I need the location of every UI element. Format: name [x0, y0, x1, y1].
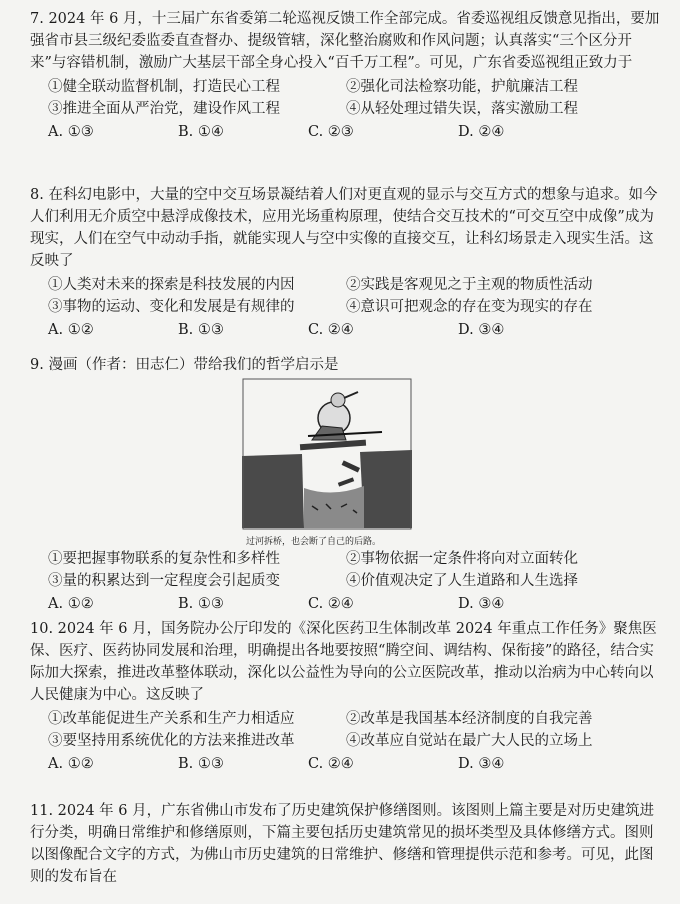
comic-illustration: [242, 378, 412, 540]
option-1: ①改革能促进生产关系和生产力相适应: [48, 711, 295, 727]
answer-c: C. ②③: [308, 124, 354, 140]
question-9-body: [30, 546, 660, 615]
question-7-stem: 7. 2024 年 6 月，十三届广东省委第二轮巡视反馈工作全部完成。省委巡视组反馈意见指出，要加强省市县三级纪委监委直查督办、提级管辖，深化整治腐败和作风问题；认真落实“三个区分开来”与容错机制，激励广大基层干部全身心投入“百千万工程”。可见，广东省委巡视组正致力于: [30, 11, 660, 71]
question-8: [30, 184, 660, 341]
option-3: ③事物的运动、变化和发展是有规律的: [48, 299, 295, 315]
question-10: [30, 618, 660, 775]
question-10-options: [30, 708, 660, 752]
question-9-options: [30, 548, 660, 592]
question-11-stem: 11. 2024 年 6 月，广东省佛山市发布了历史建筑保护修缮图则。该图则上篇主要是对历史建筑进行分类，明确日常维护和修缮原则，下篇主要包括历史建筑常见的损坏类型及具体修缮方式。图则以图像配合文字的方式，为佛山市历史建筑的日常维护、修缮和管理提供示范和参考。可见，此图则的发布旨在: [30, 803, 655, 885]
option-2: ②改革是我国基本经济制度的自我完善: [346, 711, 593, 727]
question-9-answers: [30, 593, 660, 615]
question-9: [30, 354, 660, 376]
option-3: ③推进全面从严治党，建设作风工程: [48, 101, 280, 117]
answer-a: A. ①②: [48, 756, 94, 772]
answer-b: B. ①③: [178, 596, 224, 612]
answer-a: A. ①②: [48, 322, 94, 338]
question-8-options: [30, 274, 660, 318]
question-7-answers: [30, 121, 660, 143]
option-4: ④从轻处理过错失误，落实激励工程: [346, 101, 578, 117]
answer-d: D. ②④: [458, 124, 505, 140]
answer-b: B. ①③: [178, 322, 224, 338]
option-1: ①要把握事物联系的复杂性和多样性: [48, 551, 280, 567]
question-8-stem: 8. 在科幻电影中，大量的空中交互场景凝结着人们对更直观的显示与交互方式的想象与追求。如今人们利用无介质空中悬浮成像技术，应用光场重构原理，使结合交互技术的“可交互空中成像”成为现实，人们在空气中动动手指，就能实现人与空中实像的直接交互，让科幻场景走入现实生活。这反映了: [30, 187, 658, 269]
answer-a: A. ①②: [48, 596, 94, 612]
option-3: ③量的积累达到一定程度会引起质变: [48, 573, 280, 589]
answer-c: C. ②④: [308, 756, 354, 772]
answer-c: C. ②④: [308, 322, 354, 338]
answer-b: B. ①③: [178, 756, 224, 772]
question-10-answers: [30, 753, 660, 775]
option-4: ④意识可把观念的存在变为现实的存在: [346, 299, 593, 315]
answer-d: D. ③④: [458, 756, 505, 772]
option-1: ①健全联动监督机制，打造民心工程: [48, 79, 280, 95]
question-10-stem: 10. 2024 年 6 月，国务院办公厅印发的《深化医药卫生体制改革 2024 年重点工作任务》聚焦医保、医疗、医药协同发展和治理，明确提出各地要按照“腾空间、调结构、保衔接”的路径，结合实际加大探索，推进改革整体联动，深化以公益性为导向的公立医院改革，推动以治病为中心转向以人民健康为中心。这反映了: [30, 621, 657, 703]
option-4: ④价值观决定了人生道路和人生选择: [346, 573, 578, 589]
question-9-stem: 9. 漫画（作者：田志仁）带给我们的哲学启示是: [30, 357, 339, 373]
question-11: [30, 800, 660, 888]
option-4: ④改革应自觉站在最广大人民的立场上: [346, 733, 593, 749]
question-7-options: [30, 76, 660, 120]
option-2: ②实践是客观见之于主观的物质性活动: [346, 277, 593, 293]
question-7: [30, 8, 660, 143]
option-3: ③要坚持用系统优化的方法来推进改革: [48, 733, 295, 749]
answer-d: D. ③④: [458, 322, 505, 338]
question-8-answers: [30, 319, 660, 341]
option-1: ①人类对未来的探索是科技发展的内因: [48, 277, 295, 293]
answer-b: B. ①④: [178, 124, 224, 140]
comic-caption: 过河拆桥，也会断了自己的后路。: [246, 537, 382, 547]
answer-c: C. ②④: [308, 596, 354, 612]
answer-a: A. ①③: [48, 124, 94, 140]
answer-d: D. ③④: [458, 596, 505, 612]
option-2: ②强化司法检察功能，护航廉洁工程: [346, 79, 578, 95]
option-2: ②事物依据一定条件将向对立面转化: [346, 551, 578, 567]
